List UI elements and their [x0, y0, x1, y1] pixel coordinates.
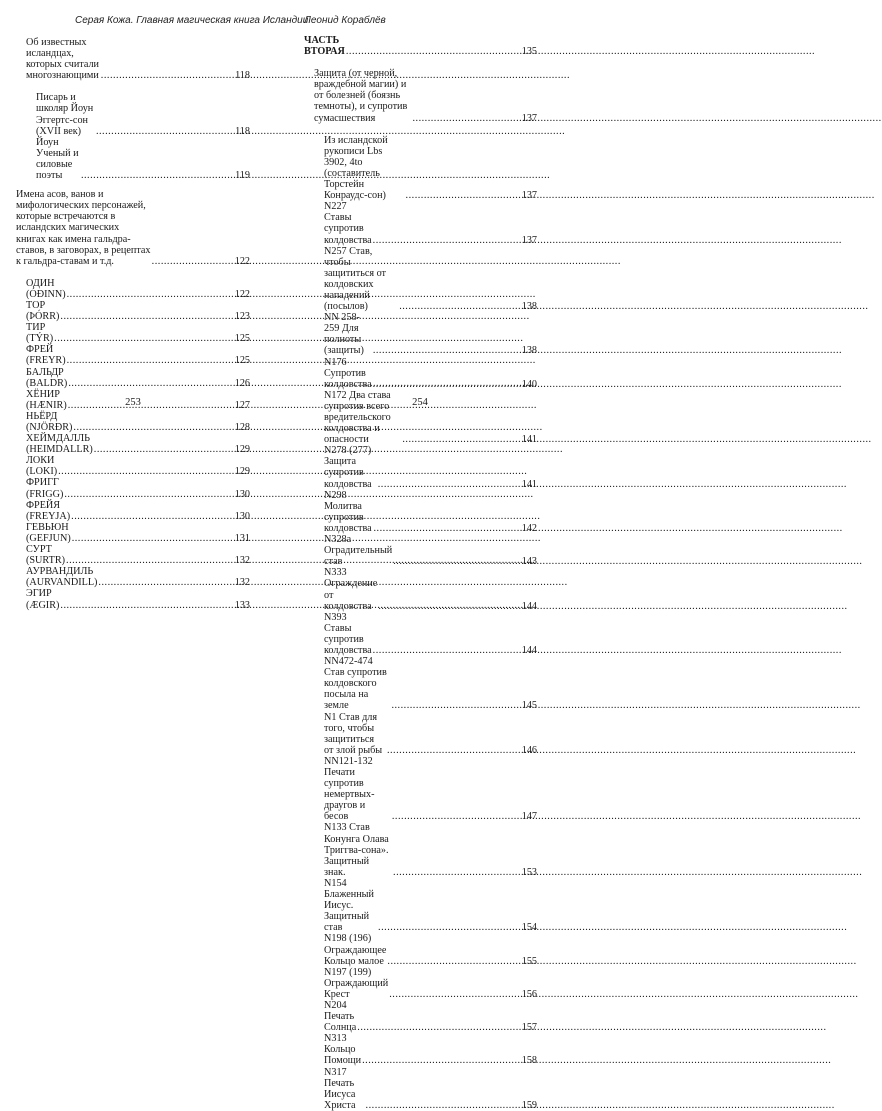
- leader-dots: [387, 745, 520, 756]
- toc-entry-part[interactable]: [304, 35, 537, 57]
- toc-entry-title: АУРВАНДИЛЬ (AURVANDILL): [26, 566, 98, 589]
- leader-dots: [366, 1100, 520, 1111]
- leader-dots: [373, 345, 520, 356]
- toc-entry[interactable]: [26, 344, 250, 366]
- toc-entry-title: N172 Два става супротив всего вредительского колдовства и опасности: [324, 389, 391, 446]
- leader-dots: [378, 601, 519, 612]
- toc-entry-title: ФРЕЙ (FREYR): [26, 344, 66, 367]
- toc-entry-title: ОДИН (ÓÐINN): [26, 277, 66, 300]
- toc-entry-page: 159: [521, 1099, 537, 1111]
- toc-entry[interactable]: [26, 477, 250, 499]
- toc-entry-title: Йоун Ученый и силовые поэты: [36, 136, 79, 182]
- toc-entry[interactable]: [324, 878, 537, 933]
- toc-entry-title: NN472-474 Став супротив колдовского посыла на земле: [324, 656, 387, 712]
- toc-entry-title: N154 Блаженный Иисус. Защитный став: [324, 877, 374, 934]
- leader-dots: [402, 434, 519, 445]
- toc-entry-page: 137: [521, 112, 537, 124]
- toc-entry-title: Защита (от черной, враждебной магии) и от болезней (боязнь темноты), и супротив сумасшествия: [314, 68, 408, 124]
- leader-dots: [406, 190, 520, 201]
- leader-dots: [81, 170, 233, 181]
- toc-entry-page: 131: [234, 532, 250, 544]
- toc-entry-title: ЭГИР (ÆGIR): [26, 588, 60, 611]
- toc-entry[interactable]: [26, 566, 250, 588]
- leader-dots: [391, 700, 519, 711]
- toc-entry[interactable]: [26, 278, 250, 300]
- toc-entry[interactable]: [324, 712, 537, 756]
- toc-entry[interactable]: [324, 357, 537, 390]
- leader-dots: [68, 378, 232, 389]
- leader-dots: [73, 422, 232, 433]
- leader-dots: [67, 355, 233, 366]
- leader-dots: [152, 256, 233, 267]
- toc-entry-page: 125: [234, 333, 250, 345]
- toc-entry-title: Из исландской рукописи Lbs 3902, 4to (составитель Торстейн Конраудс-сон): [324, 134, 388, 202]
- leader-dots: [346, 46, 520, 57]
- toc-entry-title: N317 Печать Иисуса Христа: [324, 1066, 356, 1111]
- toc-entry-page: 154: [521, 922, 537, 934]
- toc-entry[interactable]: [36, 137, 250, 181]
- leader-dots: [378, 479, 520, 490]
- toc-entry-page: 123: [234, 311, 250, 323]
- toc-entry[interactable]: [324, 967, 537, 1000]
- toc-entry-page: 137: [521, 234, 537, 246]
- toc-entry-page: 143: [521, 556, 537, 568]
- leader-dots: [389, 989, 519, 1000]
- toc-entry-title: N328a Оградительный став: [324, 534, 393, 568]
- leader-dots: [98, 577, 232, 588]
- leader-dots: [64, 489, 232, 500]
- toc-entry-page: 133: [234, 599, 250, 611]
- leader-dots: [66, 555, 233, 566]
- toc-entry-title: ТОР (ÞÓRR): [26, 299, 60, 323]
- toc-entry[interactable]: [26, 367, 250, 389]
- leader-dots: [387, 956, 519, 967]
- toc-entry-page: 158: [521, 1055, 537, 1067]
- toc-entry-title: БАЛЬДР (BALDR): [26, 366, 68, 389]
- page-number: 254: [412, 397, 428, 408]
- toc-entry-title: N278 (277) Защита супротив колдовства: [324, 445, 372, 490]
- toc-entry[interactable]: [324, 656, 537, 711]
- toc-entry-title: ГЕВЬЮН (GEFJUN): [26, 521, 71, 544]
- toc-entry[interactable]: [324, 490, 537, 534]
- toc-entry-page: 138: [521, 301, 537, 313]
- toc-entry-page: 155: [521, 955, 537, 967]
- toc-entry-page: 127: [234, 399, 250, 411]
- toc-entry[interactable]: [314, 68, 537, 123]
- toc-entry-title: N227 Ставы супротив колдовства: [324, 201, 372, 246]
- leader-dots: [393, 867, 520, 878]
- left-page: [0, 0, 309, 611]
- leader-dots: [373, 645, 520, 656]
- toc-entry-title: N133 Став Конунга Олава Триггва-сона». Защитный знак.: [324, 822, 389, 878]
- toc-entry-page: 135: [521, 46, 537, 58]
- toc-entry[interactable]: [324, 135, 537, 202]
- toc-entry-page: 129: [234, 444, 250, 456]
- leader-dots: [378, 922, 520, 933]
- toc-entry-page: 145: [521, 700, 537, 712]
- leader-dots: [101, 70, 233, 81]
- toc-entry-page: 157: [521, 1022, 537, 1034]
- table-of-contents: [16, 37, 250, 611]
- toc-entry[interactable]: [324, 1067, 537, 1111]
- table-of-contents: [304, 35, 537, 1111]
- toc-entry-page: 147: [521, 811, 537, 823]
- leader-dots: [54, 333, 233, 344]
- toc-entry[interactable]: [26, 411, 250, 433]
- toc-entry-title: NN 258-259 Для полноты (защиты): [324, 312, 364, 357]
- toc-entry-title: Об известных исландцах, которых считали многознающими: [26, 37, 99, 82]
- toc-entry-page: 146: [521, 744, 537, 756]
- toc-entry-title: ТИР (TÝR): [26, 322, 54, 345]
- toc-entry[interactable]: [26, 433, 250, 455]
- toc-entry-title: ХЕЙМДАЛЛЬ (HEIMDALLR): [26, 433, 93, 456]
- toc-entry-page: 129: [234, 466, 250, 478]
- toc-entry[interactable]: [36, 92, 250, 136]
- toc-entry-title: СУРТ (SURTR): [26, 544, 66, 567]
- toc-entry-page: 122: [234, 255, 250, 267]
- toc-entry[interactable]: [324, 933, 537, 966]
- toc-entry-title: N333 Ограждение от колдовства: [324, 567, 378, 612]
- leader-dots: [362, 1055, 520, 1066]
- toc-entry[interactable]: [26, 500, 250, 522]
- toc-entry-page: 140: [521, 378, 537, 390]
- toc-entry-title: ЧАСТЬ ВТОРАЯ: [304, 35, 345, 58]
- toc-entry[interactable]: [324, 201, 537, 245]
- page-number: 253: [125, 397, 141, 408]
- toc-entry-page: 118: [235, 125, 250, 137]
- toc-entry-page: 125: [234, 355, 250, 367]
- leader-dots: [67, 289, 233, 300]
- toc-entry[interactable]: [324, 534, 537, 567]
- toc-entry-page: 137: [521, 190, 537, 202]
- toc-entry-title: N1 Став для того, чтобы защититься от злой рыбы: [324, 711, 383, 756]
- leader-dots: [72, 533, 233, 544]
- toc-entry[interactable]: [16, 189, 250, 267]
- toc-entry-title: N298 Молитва супротив колдовства: [324, 489, 372, 534]
- toc-entry-page: 156: [521, 988, 537, 1000]
- leader-dots: [96, 126, 233, 137]
- toc-entry[interactable]: [324, 1033, 537, 1066]
- toc-entry[interactable]: [324, 612, 537, 656]
- leader-dots: [58, 466, 233, 477]
- leader-dots: [60, 600, 232, 611]
- leader-dots: [392, 811, 520, 822]
- toc-entry-title: N257 Став, чтобы защититься от колдовских нападений (посылов): [324, 245, 387, 313]
- toc-entry-page: 144: [521, 644, 537, 656]
- toc-entry-page: 142: [521, 522, 537, 534]
- toc-entry-page: 153: [521, 866, 537, 878]
- running-header: Серая Кожа. Главная магическая книга Исландии: [75, 15, 309, 26]
- toc-entry[interactable]: [324, 445, 537, 489]
- toc-entry[interactable]: [26, 322, 250, 344]
- toc-entry[interactable]: [324, 756, 537, 823]
- leader-dots: [399, 301, 520, 312]
- toc-entry-title: Имена асов, ванов и мифологических персонажей, которые встречаются в исландских магических книгах как имена гальдра-ставов, в заговорах, в рецептах к гальдра-ставам и т.д.: [16, 189, 151, 267]
- running-header: Леонид Кораблёв: [304, 15, 386, 26]
- toc-entry-page: 130: [234, 510, 250, 522]
- toc-entry-title: ФРЕЙЯ (FREYJA): [26, 499, 71, 522]
- toc-entry[interactable]: [324, 1000, 537, 1033]
- toc-entry-page: 130: [234, 488, 250, 500]
- toc-entry-title: N197 (199) Ограждающий Крест: [324, 966, 389, 1000]
- toc-entry-page: 141: [521, 434, 537, 446]
- toc-entry[interactable]: [26, 588, 250, 610]
- toc-entry[interactable]: [26, 300, 250, 322]
- right-page: [300, 0, 600, 1111]
- toc-entry-page: 128: [234, 422, 250, 433]
- toc-entry-page: 126: [234, 377, 250, 389]
- leader-dots: [374, 523, 520, 534]
- toc-entry-page: 118: [235, 70, 250, 82]
- toc-entry-page: 141: [521, 478, 537, 490]
- toc-entry-title: ХЁНИР (HÆNIR): [26, 388, 67, 411]
- toc-entry-title: ФРИГГ (FRIGG): [26, 477, 64, 500]
- leader-dots: [412, 113, 519, 124]
- toc-entry[interactable]: [26, 455, 250, 477]
- toc-entry[interactable]: [324, 312, 537, 356]
- toc-entry[interactable]: [26, 522, 250, 544]
- toc-entry-page: 138: [521, 345, 537, 357]
- toc-entry-title: N176 Супротив колдовства: [324, 356, 372, 390]
- toc-entry-title: N313 Кольцо Помощи: [324, 1033, 362, 1067]
- toc-entry[interactable]: [324, 567, 537, 611]
- toc-entry-page: 132: [234, 577, 250, 589]
- leader-dots: [71, 511, 233, 522]
- toc-entry-page: 144: [521, 600, 537, 612]
- toc-entry-title: НЬЁРД (NJÖRÐR): [26, 410, 73, 433]
- toc-entry[interactable]: [324, 822, 537, 877]
- leader-dots: [373, 235, 520, 246]
- leader-dots: [393, 556, 519, 567]
- toc-entry[interactable]: [26, 544, 250, 566]
- toc-entry-title: ЛОКИ (LOKI): [26, 455, 58, 478]
- toc-entry-page: 119: [235, 170, 250, 182]
- toc-entry-title: Писарь и школяр Йоун Эггертс-сон (XVII век): [36, 92, 94, 137]
- toc-entry-page: 132: [234, 555, 250, 567]
- leader-dots: [373, 379, 520, 390]
- leader-dots: [60, 311, 232, 322]
- toc-entry[interactable]: [324, 246, 537, 313]
- toc-entry-title: N198 (196) Ограждающее Кольцо малое: [324, 933, 387, 967]
- toc-entry-title: N393 Ставы супротив колдовства: [324, 611, 372, 656]
- leader-dots: [357, 1022, 519, 1033]
- toc-entry-page: 122: [234, 288, 250, 300]
- leader-dots: [94, 444, 233, 455]
- toc-entry-title: NN121-132 Печати супротив немертвых-драугов и бесов: [324, 755, 375, 823]
- toc-entry-title: N204 Печать Солнца: [324, 999, 357, 1034]
- toc-entry[interactable]: [26, 37, 250, 81]
